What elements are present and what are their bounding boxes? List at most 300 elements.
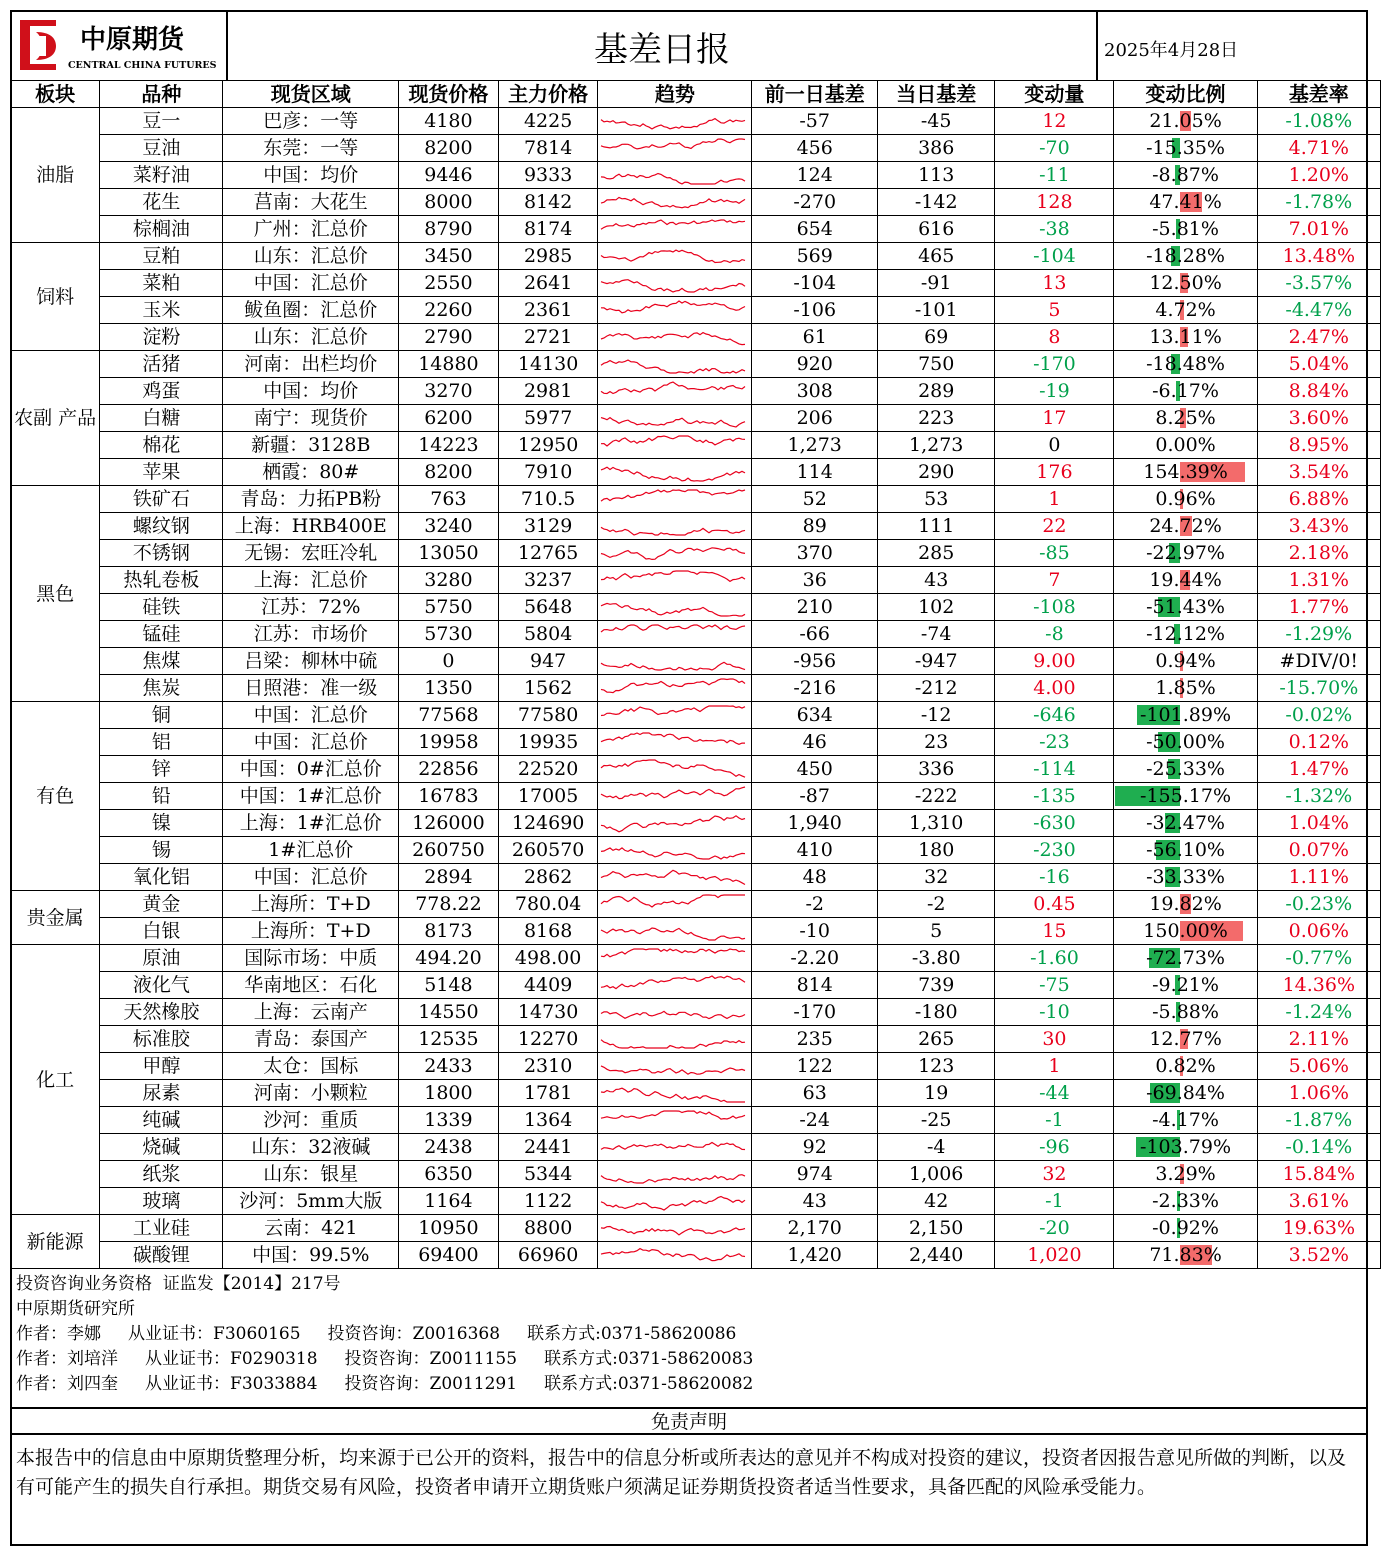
region-cell: 河南：小颗粒 xyxy=(223,1080,399,1107)
sparkline-chart xyxy=(598,1161,748,1187)
spot-price-cell: 3240 xyxy=(399,513,499,540)
basis-rate-cell: #DIV/0! xyxy=(1257,648,1380,675)
sparkline-chart xyxy=(598,135,748,161)
table-row xyxy=(11,540,1381,567)
region-cell: 鲅鱼圈：汇总价 xyxy=(223,297,399,324)
product-cell: 铝 xyxy=(100,729,223,756)
table-row xyxy=(11,756,1381,783)
sparkline-line xyxy=(601,706,745,716)
prev-basis-cell: 206 xyxy=(752,405,878,432)
prev-basis-cell: 63 xyxy=(752,1080,878,1107)
main-price-cell: 124690 xyxy=(498,810,598,837)
main-price-cell: 17005 xyxy=(498,783,598,810)
product-cell: 棉花 xyxy=(100,432,223,459)
main-price-cell: 4409 xyxy=(498,972,598,999)
product-cell: 硅铁 xyxy=(100,594,223,621)
sector-cell: 有色 xyxy=(11,702,100,891)
change-ratio-text: -6.17% xyxy=(1152,380,1219,402)
region-cell: 山东：汇总价 xyxy=(223,243,399,270)
spot-price-cell: 10950 xyxy=(399,1215,499,1242)
change-ratio-text: -25.33% xyxy=(1146,758,1225,780)
product-cell: 原油 xyxy=(100,945,223,972)
change-cell: -70 xyxy=(995,135,1114,162)
change-ratio-text: 12.77% xyxy=(1149,1028,1222,1050)
spot-price-cell: 763 xyxy=(399,486,499,513)
main-price-cell: 7814 xyxy=(498,135,598,162)
region-cell: 中国：汇总价 xyxy=(223,270,399,297)
spot-price-cell: 19958 xyxy=(399,729,499,756)
prev-basis-cell: 122 xyxy=(752,1053,878,1080)
table-row xyxy=(11,1242,1381,1269)
spot-price-cell: 0 xyxy=(399,648,499,675)
prev-basis-cell: 410 xyxy=(752,837,878,864)
curr-basis-cell: 1,006 xyxy=(878,1161,995,1188)
spot-price-cell: 8790 xyxy=(399,216,499,243)
change-ratio-cell xyxy=(1114,459,1257,486)
product-cell: 氧化铝 xyxy=(100,864,223,891)
prev-basis-cell: 974 xyxy=(752,1161,878,1188)
spot-price-cell: 2894 xyxy=(399,864,499,891)
sparkline-chart xyxy=(598,567,748,593)
curr-basis-cell: 750 xyxy=(878,351,995,378)
spot-price-cell: 6350 xyxy=(399,1161,499,1188)
change-ratio-cell xyxy=(1114,324,1257,351)
sparkline-chart xyxy=(598,1080,748,1106)
basis-rate-cell: 4.71% xyxy=(1257,135,1380,162)
change-cell: 4.00 xyxy=(995,675,1114,702)
region-cell: 栖霞：80# xyxy=(223,459,399,486)
change-ratio-cell xyxy=(1114,729,1257,756)
sector-cell: 新能源 xyxy=(11,1215,100,1269)
change-ratio-cell xyxy=(1114,135,1257,162)
basis-rate-cell: 3.60% xyxy=(1257,405,1380,432)
table-row xyxy=(11,513,1381,540)
prev-basis-cell: -2.20 xyxy=(752,945,878,972)
region-cell: 上海：1#汇总价 xyxy=(223,810,399,837)
prev-basis-cell: -956 xyxy=(752,648,878,675)
sparkline-chart xyxy=(598,432,748,458)
region-cell: 沙河：5mm大版 xyxy=(223,1188,399,1215)
curr-basis-cell: 43 xyxy=(878,567,995,594)
trend-sparkline xyxy=(598,783,752,810)
col-header: 趋势 xyxy=(598,81,752,108)
main-price-cell: 3237 xyxy=(498,567,598,594)
sparkline-chart xyxy=(598,621,748,647)
change-ratio-text: 150.00% xyxy=(1143,920,1228,942)
sparkline-line xyxy=(601,382,745,394)
change-ratio-text: -4.17% xyxy=(1152,1109,1219,1131)
sparkline-line xyxy=(601,197,745,207)
author-line: 作者：李娜 从业证书：F3060165 投资咨询：Z0016368 联系方式:0371-58620086 xyxy=(16,1324,737,1344)
product-cell: 苹果 xyxy=(100,459,223,486)
trend-sparkline xyxy=(598,567,752,594)
trend-sparkline xyxy=(598,972,752,999)
basis-rate-cell: -1.32% xyxy=(1257,783,1380,810)
curr-basis-cell: 290 xyxy=(878,459,995,486)
change-ratio-cell xyxy=(1114,945,1257,972)
prev-basis-cell: 210 xyxy=(752,594,878,621)
sparkline-chart xyxy=(598,513,748,539)
region-cell: 国际市场：中质 xyxy=(223,945,399,972)
change-cell: 128 xyxy=(995,189,1114,216)
region-cell: 东莞：一等 xyxy=(223,135,399,162)
sparkline-line xyxy=(601,548,745,560)
change-ratio-cell xyxy=(1114,648,1257,675)
spot-price-cell: 14223 xyxy=(399,432,499,459)
change-ratio-text: 0.00% xyxy=(1155,434,1216,456)
table-row xyxy=(11,1188,1381,1215)
basis-rate-cell: -1.29% xyxy=(1257,621,1380,648)
change-cell: 30 xyxy=(995,1026,1114,1053)
curr-basis-cell: 616 xyxy=(878,216,995,243)
table-row xyxy=(11,297,1381,324)
product-cell: 淀粉 xyxy=(100,324,223,351)
trend-sparkline xyxy=(598,1161,752,1188)
prev-basis-cell: -57 xyxy=(752,108,878,135)
main-price-cell: 1562 xyxy=(498,675,598,702)
main-price-cell: 2361 xyxy=(498,297,598,324)
sparkline-chart xyxy=(598,540,748,566)
sparkline-chart xyxy=(598,945,748,971)
change-ratio-cell xyxy=(1114,972,1257,999)
sparkline-line xyxy=(601,603,745,616)
spot-price-cell: 3450 xyxy=(399,243,499,270)
change-ratio-text: 47.41% xyxy=(1149,191,1222,213)
basis-rate-cell: 3.52% xyxy=(1257,1242,1380,1269)
table-row xyxy=(11,972,1381,999)
region-cell: 日照港：准一级 xyxy=(223,675,399,702)
sparkline-chart xyxy=(598,270,748,296)
basis-rate-cell: -1.08% xyxy=(1257,108,1380,135)
basis-rate-cell: -0.14% xyxy=(1257,1134,1380,1161)
change-ratio-cell xyxy=(1114,378,1257,405)
change-cell: 1 xyxy=(995,1053,1114,1080)
change-ratio-cell xyxy=(1114,1026,1257,1053)
region-cell: 河南：出栏均价 xyxy=(223,351,399,378)
institute-line: 中原期货研究所 xyxy=(16,1299,135,1319)
curr-basis-cell: 69 xyxy=(878,324,995,351)
logo-en-text: CENTRAL CHINA FUTURES xyxy=(68,60,217,71)
trend-sparkline xyxy=(598,1188,752,1215)
region-cell: 江苏：72% xyxy=(223,594,399,621)
main-price-cell: 12765 xyxy=(498,540,598,567)
product-cell: 豆粕 xyxy=(100,243,223,270)
spot-price-cell: 3280 xyxy=(399,567,499,594)
table-row xyxy=(11,864,1381,891)
spot-price-cell: 5730 xyxy=(399,621,499,648)
curr-basis-cell: 113 xyxy=(878,162,995,189)
main-price-cell: 77580 xyxy=(498,702,598,729)
change-cell: -104 xyxy=(995,243,1114,270)
change-ratio-text: -22.97% xyxy=(1146,542,1225,564)
sparkline-line xyxy=(601,1143,745,1150)
curr-basis-cell: 53 xyxy=(878,486,995,513)
trend-sparkline xyxy=(598,810,752,837)
basis-rate-cell: -1.87% xyxy=(1257,1107,1380,1134)
product-cell: 烧碱 xyxy=(100,1134,223,1161)
region-cell: 山东：银星 xyxy=(223,1161,399,1188)
trend-sparkline xyxy=(598,918,752,945)
change-cell: -23 xyxy=(995,729,1114,756)
change-ratio-text: -0.92% xyxy=(1152,1217,1219,1239)
table-row xyxy=(11,810,1381,837)
product-cell: 焦炭 xyxy=(100,675,223,702)
curr-basis-cell: 223 xyxy=(878,405,995,432)
sparkline-line xyxy=(601,1040,745,1048)
change-ratio-text: -69.84% xyxy=(1146,1082,1225,1104)
main-price-cell: 5804 xyxy=(498,621,598,648)
sparkline-chart xyxy=(598,972,748,998)
trend-sparkline xyxy=(598,756,752,783)
sparkline-line xyxy=(601,928,745,940)
sparkline-line xyxy=(601,1227,745,1235)
table-row xyxy=(11,1134,1381,1161)
change-cell: 12 xyxy=(995,108,1114,135)
trend-sparkline xyxy=(598,702,752,729)
change-cell: -630 xyxy=(995,810,1114,837)
change-cell: 0.45 xyxy=(995,891,1114,918)
change-cell: 15 xyxy=(995,918,1114,945)
sparkline-line xyxy=(601,816,745,832)
region-cell: 青岛：泰国产 xyxy=(223,1026,399,1053)
basis-rate-cell: -1.78% xyxy=(1257,189,1380,216)
main-price-cell: 7910 xyxy=(498,459,598,486)
region-cell: 江苏：市场价 xyxy=(223,621,399,648)
product-cell: 热轧卷板 xyxy=(100,567,223,594)
prev-basis-cell: 1,273 xyxy=(752,432,878,459)
main-price-cell: 19935 xyxy=(498,729,598,756)
basis-rate-cell: 1.31% xyxy=(1257,567,1380,594)
col-header: 基差率 xyxy=(1257,81,1380,108)
basis-rate-cell: -1.24% xyxy=(1257,999,1380,1026)
sparkline-chart xyxy=(598,216,748,242)
spot-price-cell: 1339 xyxy=(399,1107,499,1134)
sparkline-line xyxy=(601,280,745,292)
basis-rate-cell: 5.06% xyxy=(1257,1053,1380,1080)
region-cell: 上海：云南产 xyxy=(223,999,399,1026)
prev-basis-cell: 114 xyxy=(752,459,878,486)
trend-sparkline xyxy=(598,945,752,972)
table-row xyxy=(11,918,1381,945)
trend-sparkline xyxy=(598,1026,752,1053)
spot-price-cell: 2550 xyxy=(399,270,499,297)
spot-price-cell: 69400 xyxy=(399,1242,499,1269)
trend-sparkline xyxy=(598,1107,752,1134)
change-ratio-cell xyxy=(1114,1134,1257,1161)
sparkline-line xyxy=(601,139,745,149)
main-price-cell: 8174 xyxy=(498,216,598,243)
product-cell: 白银 xyxy=(100,918,223,945)
disclaimer-title: 免责声明 xyxy=(10,1407,1368,1435)
product-cell: 豆油 xyxy=(100,135,223,162)
product-cell: 玻璃 xyxy=(100,1188,223,1215)
prev-basis-cell: 48 xyxy=(752,864,878,891)
change-cell: -1 xyxy=(995,1107,1114,1134)
prev-basis-cell: 370 xyxy=(752,540,878,567)
region-cell: 中国：99.5% xyxy=(223,1242,399,1269)
main-price-cell: 2310 xyxy=(498,1053,598,1080)
product-cell: 菜籽油 xyxy=(100,162,223,189)
table-row xyxy=(11,945,1381,972)
change-cell: 0 xyxy=(995,432,1114,459)
basis-rate-cell: 1.20% xyxy=(1257,162,1380,189)
basis-rate-cell: -0.02% xyxy=(1257,702,1380,729)
change-cell: -108 xyxy=(995,594,1114,621)
sparkline-chart xyxy=(598,351,748,377)
change-ratio-cell xyxy=(1114,432,1257,459)
spot-price-cell: 2790 xyxy=(399,324,499,351)
col-header: 前一日基差 xyxy=(752,81,878,108)
product-cell: 豆一 xyxy=(100,108,223,135)
sparkline-chart xyxy=(598,1053,748,1079)
product-cell: 鸡蛋 xyxy=(100,378,223,405)
sparkline-chart xyxy=(598,864,748,890)
curr-basis-cell: 1,310 xyxy=(878,810,995,837)
col-header: 当日基差 xyxy=(878,81,995,108)
change-cell: -16 xyxy=(995,864,1114,891)
trend-sparkline xyxy=(598,405,752,432)
sparkline-line xyxy=(601,1175,745,1183)
spot-price-cell: 13050 xyxy=(399,540,499,567)
curr-basis-cell: -45 xyxy=(878,108,995,135)
product-cell: 锌 xyxy=(100,756,223,783)
region-cell: 上海所：T+D xyxy=(223,918,399,945)
prev-basis-cell: -270 xyxy=(752,189,878,216)
region-cell: 山东：汇总价 xyxy=(223,324,399,351)
sector-cell: 化工 xyxy=(11,945,100,1215)
region-cell: 中国：汇总价 xyxy=(223,702,399,729)
change-ratio-text: -72.73% xyxy=(1146,947,1225,969)
change-ratio-text: -32.47% xyxy=(1146,812,1225,834)
product-cell: 铜 xyxy=(100,702,223,729)
change-ratio-text: 0.96% xyxy=(1155,488,1216,510)
change-cell: -10 xyxy=(995,999,1114,1026)
basis-rate-cell: 1.77% xyxy=(1257,594,1380,621)
region-cell: 沙河：重质 xyxy=(223,1107,399,1134)
prev-basis-cell: 43 xyxy=(752,1188,878,1215)
spot-price-cell: 494.20 xyxy=(399,945,499,972)
product-cell: 纯碱 xyxy=(100,1107,223,1134)
basis-rate-cell: 14.36% xyxy=(1257,972,1380,999)
main-price-cell: 12950 xyxy=(498,432,598,459)
curr-basis-cell: 102 xyxy=(878,594,995,621)
change-ratio-text: -5.81% xyxy=(1152,218,1219,240)
basis-rate-cell: 6.88% xyxy=(1257,486,1380,513)
sparkline-line xyxy=(601,436,745,446)
sparkline-line xyxy=(601,571,745,581)
basis-rate-cell: 13.48% xyxy=(1257,243,1380,270)
change-ratio-text: 13.11% xyxy=(1149,326,1222,348)
basis-rate-cell: 5.04% xyxy=(1257,351,1380,378)
curr-basis-cell: -4 xyxy=(878,1134,995,1161)
curr-basis-cell: -222 xyxy=(878,783,995,810)
spot-price-cell: 4180 xyxy=(399,108,499,135)
table-row xyxy=(11,783,1381,810)
sparkline-chart xyxy=(598,459,748,485)
spot-price-cell: 8000 xyxy=(399,189,499,216)
change-ratio-cell xyxy=(1114,837,1257,864)
basis-rate-cell: 15.84% xyxy=(1257,1161,1380,1188)
sparkline-chart xyxy=(598,756,748,782)
sparkline-line xyxy=(601,870,745,884)
sparkline-chart xyxy=(598,702,748,728)
change-ratio-cell xyxy=(1114,594,1257,621)
change-ratio-cell xyxy=(1114,486,1257,513)
trend-sparkline xyxy=(598,864,752,891)
table-row xyxy=(11,1107,1381,1134)
table-row xyxy=(11,378,1381,405)
product-cell: 铅 xyxy=(100,783,223,810)
trend-sparkline xyxy=(598,378,752,405)
trend-sparkline xyxy=(598,351,752,378)
change-ratio-text: 12.50% xyxy=(1149,272,1222,294)
change-cell: -11 xyxy=(995,162,1114,189)
curr-basis-cell: -2 xyxy=(878,891,995,918)
curr-basis-cell: 123 xyxy=(878,1053,995,1080)
basis-rate-cell: 2.47% xyxy=(1257,324,1380,351)
qualification-line: 投资咨询业务资格 证监发【2014】217号 xyxy=(16,1274,341,1294)
sparkline-chart xyxy=(598,1188,748,1214)
sparkline-line xyxy=(601,1088,745,1102)
change-ratio-text: -15.35% xyxy=(1146,137,1225,159)
change-cell: -19 xyxy=(995,378,1114,405)
sector-cell: 农副 产品 xyxy=(11,351,100,486)
table-row xyxy=(11,702,1381,729)
change-ratio-text: 154.39% xyxy=(1143,461,1228,483)
main-price-cell: 12270 xyxy=(498,1026,598,1053)
trend-sparkline xyxy=(598,540,752,567)
change-ratio-cell xyxy=(1114,513,1257,540)
region-cell: 上海：汇总价 xyxy=(223,567,399,594)
change-ratio-cell xyxy=(1114,189,1257,216)
prev-basis-cell: 46 xyxy=(752,729,878,756)
change-ratio-cell xyxy=(1114,810,1257,837)
main-price-cell: 8168 xyxy=(498,918,598,945)
curr-basis-cell: -12 xyxy=(878,702,995,729)
main-price-cell: 2985 xyxy=(498,243,598,270)
region-cell: 吕梁：柳林中硫 xyxy=(223,648,399,675)
spot-price-cell: 8200 xyxy=(399,135,499,162)
change-ratio-text: 71.83% xyxy=(1149,1244,1222,1266)
prev-basis-cell: 920 xyxy=(752,351,878,378)
trend-sparkline xyxy=(598,648,752,675)
sparkline-line xyxy=(601,467,745,481)
main-price-cell: 260570 xyxy=(498,837,598,864)
curr-basis-cell: 2,150 xyxy=(878,1215,995,1242)
table-row xyxy=(11,594,1381,621)
change-ratio-text: 24.72% xyxy=(1149,515,1222,537)
change-ratio-cell xyxy=(1114,216,1257,243)
sparkline-chart xyxy=(598,837,748,863)
table-row xyxy=(11,486,1381,513)
company-logo xyxy=(16,14,226,76)
prev-basis-cell: 92 xyxy=(752,1134,878,1161)
main-price-cell: 3129 xyxy=(498,513,598,540)
change-ratio-cell xyxy=(1114,1107,1257,1134)
region-cell: 南宁：现货价 xyxy=(223,405,399,432)
sparkline-chart xyxy=(598,648,748,674)
basis-rate-cell: -4.47% xyxy=(1257,297,1380,324)
change-cell: -96 xyxy=(995,1134,1114,1161)
product-cell: 天然橡胶 xyxy=(100,999,223,1026)
basis-rate-cell: 0.06% xyxy=(1257,918,1380,945)
change-ratio-text: -33.33% xyxy=(1146,866,1225,888)
main-price-cell: 66960 xyxy=(498,1242,598,1269)
region-cell: 山东：32液碱 xyxy=(223,1134,399,1161)
curr-basis-cell: 23 xyxy=(878,729,995,756)
prev-basis-cell: 814 xyxy=(752,972,878,999)
trend-sparkline xyxy=(598,108,752,135)
